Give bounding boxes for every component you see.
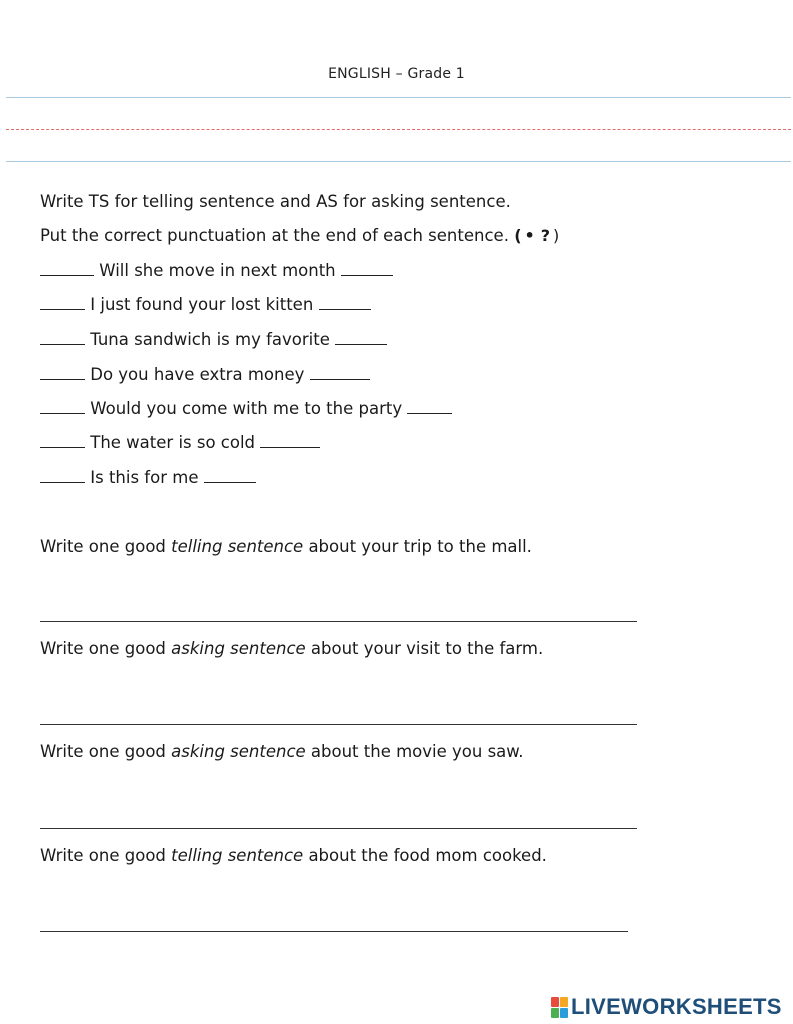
prompt-emphasis: asking sentence [171,742,306,761]
type-answer-blank[interactable] [40,413,85,414]
logo-square [551,1008,559,1018]
logo-square [551,997,559,1007]
punctuation-answer-blank[interactable] [204,482,256,483]
answer-line[interactable] [40,724,637,725]
prompt-text: about the food mom cooked. [303,846,547,865]
writing-prompt [40,537,532,556]
handwriting-dashed-line [6,129,791,130]
liveworksheets-logo [551,994,782,1020]
answer-line[interactable] [40,621,637,622]
instruction-line-1: Write TS for telling sentence and AS for asking sentence. [40,192,511,211]
punctuation-answer-blank[interactable] [310,379,370,380]
sentence-text: Tuna sandwich is my favorite [90,330,330,349]
handwriting-top-line [6,97,791,98]
instruction-text: Put the correct punctuation at the end of each sentence. [40,226,509,245]
answer-line[interactable] [40,931,628,932]
prompt-text: Write one good [40,742,172,761]
prompt-text: about your trip to the mall. [303,537,532,556]
sentence-row [40,468,256,487]
writing-prompt [40,742,524,761]
sentence-text: I just found your lost kitten [90,295,314,314]
type-answer-blank[interactable] [40,379,85,380]
writing-prompt [40,639,543,658]
type-answer-blank[interactable] [40,275,94,276]
punct-close: ) [553,226,560,245]
prompt-text: Write one good [40,639,172,658]
sentence-row [40,365,370,384]
logo-icon [551,997,568,1018]
punctuation-answer-blank[interactable] [260,447,320,448]
sentence-row [40,261,393,280]
sentence-text: The water is so cold [90,433,256,452]
type-answer-blank[interactable] [40,344,85,345]
punctuation-answer-blank[interactable] [319,309,371,310]
prompt-emphasis: telling sentence [171,537,304,556]
sentence-text: Do you have extra money [90,365,305,384]
type-answer-blank[interactable] [40,309,85,310]
prompt-emphasis: asking sentence [171,639,306,658]
prompt-text: about the movie you saw. [305,742,524,761]
question-mark: ? [540,226,551,245]
punctuation-answer-blank[interactable] [407,413,452,414]
page-title: ENGLISH – Grade 1 [328,66,465,82]
writing-prompt [40,846,547,865]
logo-square [560,997,568,1007]
answer-line[interactable] [40,828,637,829]
logo-text: LIVEWORKSHEETS [571,994,782,1019]
period-mark: • [524,226,535,245]
instruction-line-2 [40,226,559,245]
punct-open: ( [514,226,522,245]
prompt-text: about your visit to the farm. [305,639,544,658]
sentence-text: Is this for me [90,468,199,487]
type-answer-blank[interactable] [40,482,85,483]
prompt-emphasis: telling sentence [171,846,304,865]
punctuation-hint [514,226,559,245]
sentence-text: Will she move in next month [99,261,336,280]
sentence-text: Would you come with me to the party [90,399,403,418]
punctuation-answer-blank[interactable] [335,344,387,345]
logo-square [560,1008,568,1018]
prompt-text: Write one good [40,846,172,865]
handwriting-bottom-line [6,161,791,162]
sentence-row [40,330,387,349]
sentence-row [40,433,320,452]
punctuation-answer-blank[interactable] [341,275,393,276]
prompt-text: Write one good [40,537,172,556]
sentence-row [40,295,371,314]
sentence-row [40,399,452,418]
type-answer-blank[interactable] [40,447,85,448]
